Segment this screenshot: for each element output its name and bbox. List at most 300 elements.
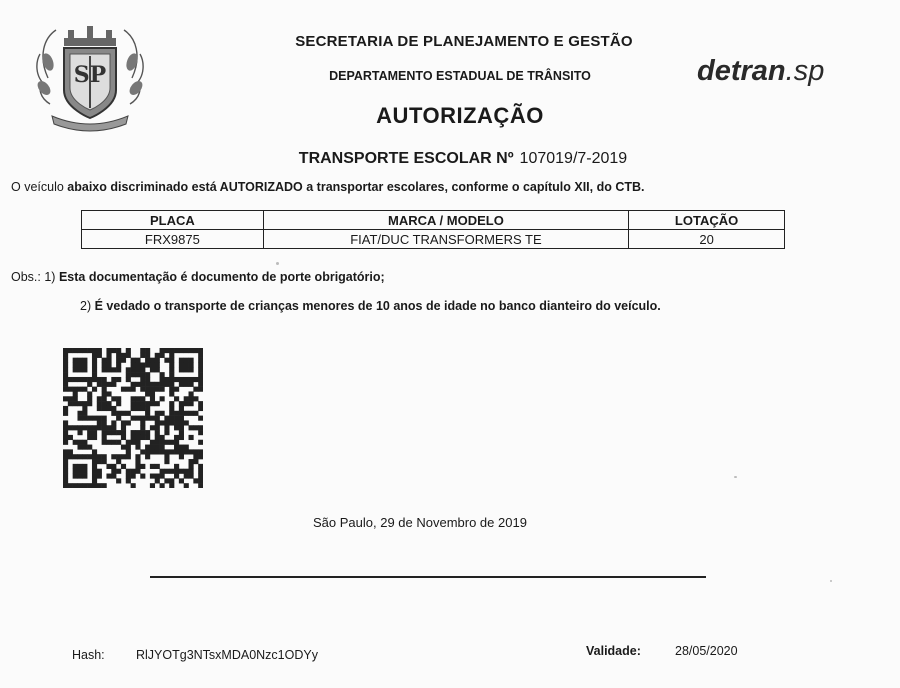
qr-module [145,401,150,406]
qr-module [184,348,189,353]
qr-module [82,464,87,469]
qr-module [189,367,194,372]
qr-module [184,377,189,382]
qr-module [87,425,92,430]
qr-module [63,425,68,430]
qr-module [140,353,145,358]
qr-module [131,430,136,435]
qr-module [97,406,102,411]
qr-module [145,362,150,367]
qr-module [198,430,203,435]
qr-module [160,387,165,392]
qr-module [92,474,97,479]
obs-num-2: 2) [80,299,92,313]
qr-module [68,348,73,353]
qr-module [193,454,198,459]
qr-module [77,367,82,372]
qr-module [102,440,107,445]
qr-module [97,483,102,488]
qr-module [82,440,87,445]
qr-module [106,430,111,435]
qr-module [73,483,78,488]
qr-module [140,396,145,401]
qr-module [160,353,165,358]
qr-module [169,416,174,421]
qr-module [145,353,150,358]
qr-module [102,362,107,367]
qr-module [184,358,189,363]
qr-module [135,469,140,474]
qr-module [189,377,194,382]
qr-module [160,372,165,377]
qr-module [92,362,97,367]
qr-module [179,416,184,421]
qr-module [92,435,97,440]
city-date: São Paulo, 29 de Novembro de 2019 [313,515,527,530]
qr-module [164,377,169,382]
qr-module [131,469,136,474]
qr-module [169,483,174,488]
detran-logo [697,55,824,88]
qr-module [106,474,111,479]
qr-module [160,411,165,416]
qr-module [179,430,184,435]
qr-module [198,478,203,483]
qr-module [116,430,121,435]
qr-module [198,406,203,411]
qr-module [160,420,165,425]
qr-module [73,474,78,479]
qr-module [198,372,203,377]
qr-module [179,406,184,411]
qr-module [145,377,150,382]
qr-module [179,401,184,406]
qr-module [169,358,174,363]
qr-module [63,382,68,387]
qr-module [68,387,73,392]
qr-module [135,406,140,411]
qr-module [155,416,160,421]
qr-module [179,348,184,353]
qr-module [189,449,194,454]
qr-module [169,478,174,483]
qr-module [169,377,174,382]
qr-module [169,372,174,377]
qr-module [111,425,116,430]
qr-module [121,358,126,363]
qr-module [87,430,92,435]
qr-module [126,474,131,479]
qr-module [116,459,121,464]
qr-module [174,396,179,401]
cell-lotacao: 20 [629,230,785,249]
qr-module [111,420,116,425]
qr-module [116,401,121,406]
qr-module [77,411,82,416]
intro-paragraph [11,180,645,194]
qr-module [198,469,203,474]
qr-module [73,367,78,372]
qr-module [174,440,179,445]
qr-module [140,406,145,411]
qr-module [73,391,78,396]
qr-module [97,425,102,430]
qr-module [145,411,150,416]
qr-module [111,377,116,382]
qr-module [155,425,160,430]
qr-module [189,425,194,430]
qr-module [63,483,68,488]
qr-module [198,382,203,387]
qr-module [131,440,136,445]
qr-module [73,396,78,401]
qr-module [140,474,145,479]
qr-module [116,454,121,459]
qr-module [73,401,78,406]
qr-module [116,377,121,382]
qr-module [87,348,92,353]
qr-module [150,358,155,363]
qr-module [174,425,179,430]
qr-module [102,416,107,421]
qr-module [164,469,169,474]
qr-module [87,377,92,382]
qr-module [179,377,184,382]
qr-module [164,430,169,435]
qr-module [174,348,179,353]
qr-module [116,416,121,421]
qr-module [92,459,97,464]
qr-module [131,416,136,421]
qr-module [135,396,140,401]
qr-module [121,430,126,435]
qr-module [179,367,184,372]
header-placa: PLACA [82,211,264,230]
qr-module [82,416,87,421]
qr-module [73,440,78,445]
qr-module [179,420,184,425]
qr-module [126,454,131,459]
qr-module [87,435,92,440]
qr-module [102,435,107,440]
qr-module [63,411,68,416]
qr-module [135,464,140,469]
qr-module [131,372,136,377]
qr-module [121,454,126,459]
hash-value: RlJYOTg3NTsxMDA0Nzc1ODYy [136,648,318,662]
qr-module [140,420,145,425]
qr-module [63,474,68,479]
qr-module [82,425,87,430]
qr-module [97,474,102,479]
qr-module [63,377,68,382]
qr-module [155,478,160,483]
qr-module [73,425,78,430]
qr-module [106,440,111,445]
qr-module [179,425,184,430]
qr-module [63,362,68,367]
qr-module [121,353,126,358]
qr-module [97,459,102,464]
qr-module [87,416,92,421]
qr-module [193,396,198,401]
qr-module [135,382,140,387]
qr-module [97,348,102,353]
qr-module [121,420,126,425]
qr-module [92,425,97,430]
qr-module [97,416,102,421]
qr-module [174,377,179,382]
qr-module [169,469,174,474]
qr-module [92,353,97,358]
qr-module [82,411,87,416]
qr-module [198,449,203,454]
qr-module [164,382,169,387]
qr-module [106,391,111,396]
qr-module [184,367,189,372]
qr-module [174,387,179,392]
qr-module [131,396,136,401]
qr-module [155,362,160,367]
qr-module [150,416,155,421]
qr-module [179,469,184,474]
qr-module [82,406,87,411]
qr-module [198,358,203,363]
qr-module [184,469,189,474]
qr-module [150,425,155,430]
qr-module [155,387,160,392]
qr-module [126,377,131,382]
qr-module [150,464,155,469]
qr-module [121,464,126,469]
qr-module [150,382,155,387]
qr-module [135,416,140,421]
qr-module [131,367,136,372]
qr-module [131,435,136,440]
qr-module [145,435,150,440]
qr-module [189,435,194,440]
qr-module [135,358,140,363]
qr-module [179,454,184,459]
qr-module [189,411,194,416]
qr-module [63,367,68,372]
qr-module [102,401,107,406]
qr-code [63,348,203,488]
qr-module [126,353,131,358]
qr-module [174,420,179,425]
qr-module [140,348,145,353]
qr-module [179,435,184,440]
qr-module [73,348,78,353]
qr-module [82,483,87,488]
qr-module [131,474,136,479]
qr-module [145,372,150,377]
qr-module [164,358,169,363]
qr-module [92,430,97,435]
cell-marca-modelo: FIAT/DUC TRANSFORMERS TE [263,230,628,249]
qr-module [184,362,189,367]
qr-module [77,377,82,382]
qr-module [102,367,107,372]
qr-module [140,387,145,392]
qr-module [145,391,150,396]
departamento-heading: DEPARTAMENTO ESTADUAL DE TRÂNSITO [329,69,591,83]
qr-module [169,406,174,411]
qr-module [198,348,203,353]
qr-module [77,358,82,363]
qr-module [169,449,174,454]
qr-module [184,396,189,401]
qr-module [189,396,194,401]
qr-module [68,435,73,440]
qr-module [179,362,184,367]
qr-module [198,425,203,430]
qr-module [77,445,82,450]
qr-module [145,416,150,421]
qr-module [193,411,198,416]
qr-module [77,401,82,406]
qr-module [106,382,111,387]
qr-module [116,367,121,372]
qr-module [102,483,107,488]
qr-module [87,483,92,488]
qr-module [131,483,136,488]
observation-1 [11,270,385,284]
qr-module [150,391,155,396]
qr-module [164,416,169,421]
qr-module [82,401,87,406]
qr-module [63,387,68,392]
qr-module [63,348,68,353]
authorization-number [0,150,900,168]
qr-module [121,435,126,440]
qr-module [116,348,121,353]
qr-module [87,445,92,450]
qr-module [135,435,140,440]
qr-module [73,387,78,392]
qr-module [164,454,169,459]
qr-module [97,396,102,401]
qr-module [198,454,203,459]
qr-module [169,411,174,416]
qr-module [145,445,150,450]
qr-module [97,382,102,387]
qr-module [174,469,179,474]
qr-module [131,406,136,411]
qr-module [174,474,179,479]
obs-item-2: É vedado o transporte de crianças menores de 10 anos de idade no banco dianteiro do veículo. [94,299,661,313]
qr-module [140,425,145,430]
qr-module [160,435,165,440]
qr-module [121,425,126,430]
qr-module [97,469,102,474]
qr-module [131,362,136,367]
qr-module [160,348,165,353]
qr-module [169,382,174,387]
qr-module [140,367,145,372]
qr-module [155,449,160,454]
qr-module [97,377,102,382]
qr-module [155,440,160,445]
authorization-label: TRANSPORTE ESCOLAR Nº [298,150,514,167]
qr-module [135,440,140,445]
qr-module [179,445,184,450]
qr-module [82,358,87,363]
qr-module [198,353,203,358]
brand-light: .sp [785,55,825,87]
qr-module [121,387,126,392]
qr-module [77,348,82,353]
scan-speck [830,580,832,582]
qr-module [111,406,116,411]
obs-prefix: Obs.: 1) [11,270,56,284]
header-lotacao: LOTAÇÃO [629,211,785,230]
qr-module [145,348,150,353]
qr-module [102,377,107,382]
qr-module [193,377,198,382]
qr-module [116,353,121,358]
qr-module [164,459,169,464]
qr-module [179,449,184,454]
table-header-row [82,211,785,230]
qr-module [82,445,87,450]
qr-module [150,440,155,445]
qr-module [140,401,145,406]
qr-module [160,449,165,454]
qr-module [150,362,155,367]
qr-module [155,411,160,416]
qr-module [73,454,78,459]
qr-module [155,430,160,435]
qr-module [164,420,169,425]
qr-module [102,387,107,392]
qr-module [68,449,73,454]
qr-module [111,430,116,435]
qr-module [140,449,145,454]
qr-module [68,425,73,430]
qr-module [111,474,116,479]
qr-module [77,440,82,445]
table-row [82,230,785,249]
qr-module [87,396,92,401]
qr-module [77,483,82,488]
qr-module [131,387,136,392]
qr-module [77,469,82,474]
qr-module [155,420,160,425]
qr-module [82,387,87,392]
qr-module [121,411,126,416]
qr-module [92,377,97,382]
qr-module [145,449,150,454]
qr-module [111,464,116,469]
qr-module [126,449,131,454]
scan-speck [276,262,279,265]
qr-module [106,348,111,353]
validade-value: 28/05/2020 [675,644,738,658]
qr-module [135,372,140,377]
qr-module [135,401,140,406]
qr-module [174,445,179,450]
obs-item-1: Esta documentação é documento de porte obrigatório; [58,270,385,284]
qr-module [169,367,174,372]
qr-module [155,464,160,469]
qr-module [131,401,136,406]
qr-module [198,367,203,372]
qr-module [121,445,126,450]
qr-module [135,367,140,372]
qr-module [145,454,150,459]
qr-module [102,391,107,396]
